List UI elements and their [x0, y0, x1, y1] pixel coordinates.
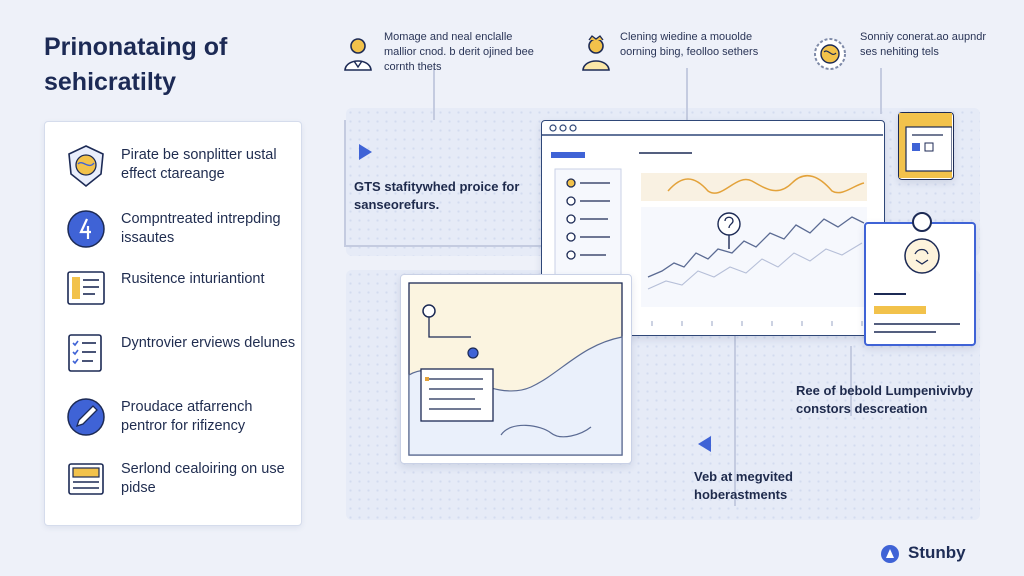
list-item[interactable] — [65, 266, 301, 314]
lock-icon — [912, 212, 932, 232]
globe-gear-icon — [810, 34, 846, 74]
mobile-card — [898, 112, 954, 180]
archive-box-icon — [65, 458, 107, 500]
brand-icon — [880, 544, 900, 564]
list-item[interactable] — [65, 142, 301, 190]
list-item[interactable] — [65, 456, 301, 504]
person-badge-icon — [578, 34, 614, 74]
top-callout — [810, 26, 1010, 86]
list-item[interactable] — [65, 330, 301, 378]
connector-line — [344, 245, 544, 247]
checklist-icon — [65, 332, 107, 374]
annotation-label: Ree of bebold Lumpenivivby constors descreation — [796, 383, 973, 416]
list-item[interactable] — [65, 206, 301, 254]
list-item[interactable] — [65, 394, 301, 442]
info-circle-icon — [65, 208, 107, 250]
annotation-label: Veb at megvited hoberastments — [694, 469, 793, 502]
top-callout-text: Clening wiedine a mouolde oorning bing, feolloo sethers — [620, 31, 759, 58]
profile-card — [864, 222, 976, 346]
shield-globe-icon — [65, 144, 107, 186]
pen-circle-icon — [65, 396, 107, 438]
brand-name: Stunby — [908, 543, 966, 562]
list-item-label: Serlond cealoiring on use pidse — [121, 461, 285, 496]
top-callout-text: Momage and neal enclalle mallior cnod. b derit ojined bee cornth thets — [384, 31, 534, 73]
top-callout — [340, 26, 540, 86]
page-title: Prinonataing of sehicratilty — [44, 33, 228, 96]
list-item-label: Pirate be sonplitter ustal effect ctareange — [121, 147, 277, 182]
map-window — [400, 274, 632, 464]
document-list-icon — [65, 268, 107, 310]
list-item-label: Compntreated intrepding issautes — [121, 211, 281, 246]
top-callout-text: Sonniy conerat.ao aupndr ses nehiting tels — [860, 31, 986, 58]
list-item-label: Rusitence inturiantiont — [121, 271, 265, 287]
connector-line — [344, 120, 346, 245]
person-icon — [340, 34, 376, 74]
back-arrow-icon — [694, 432, 716, 456]
annotation-label: GTS stafitywhed proice for sanseorefurs. — [354, 179, 520, 212]
list-item-label: Proudace atfarrench pentror for rifizency — [121, 399, 253, 434]
list-item-label: Dyntrovier erviews delunes — [121, 335, 296, 351]
top-callout — [578, 26, 788, 86]
play-arrow-icon — [354, 140, 376, 164]
feature-list-panel — [44, 121, 302, 526]
